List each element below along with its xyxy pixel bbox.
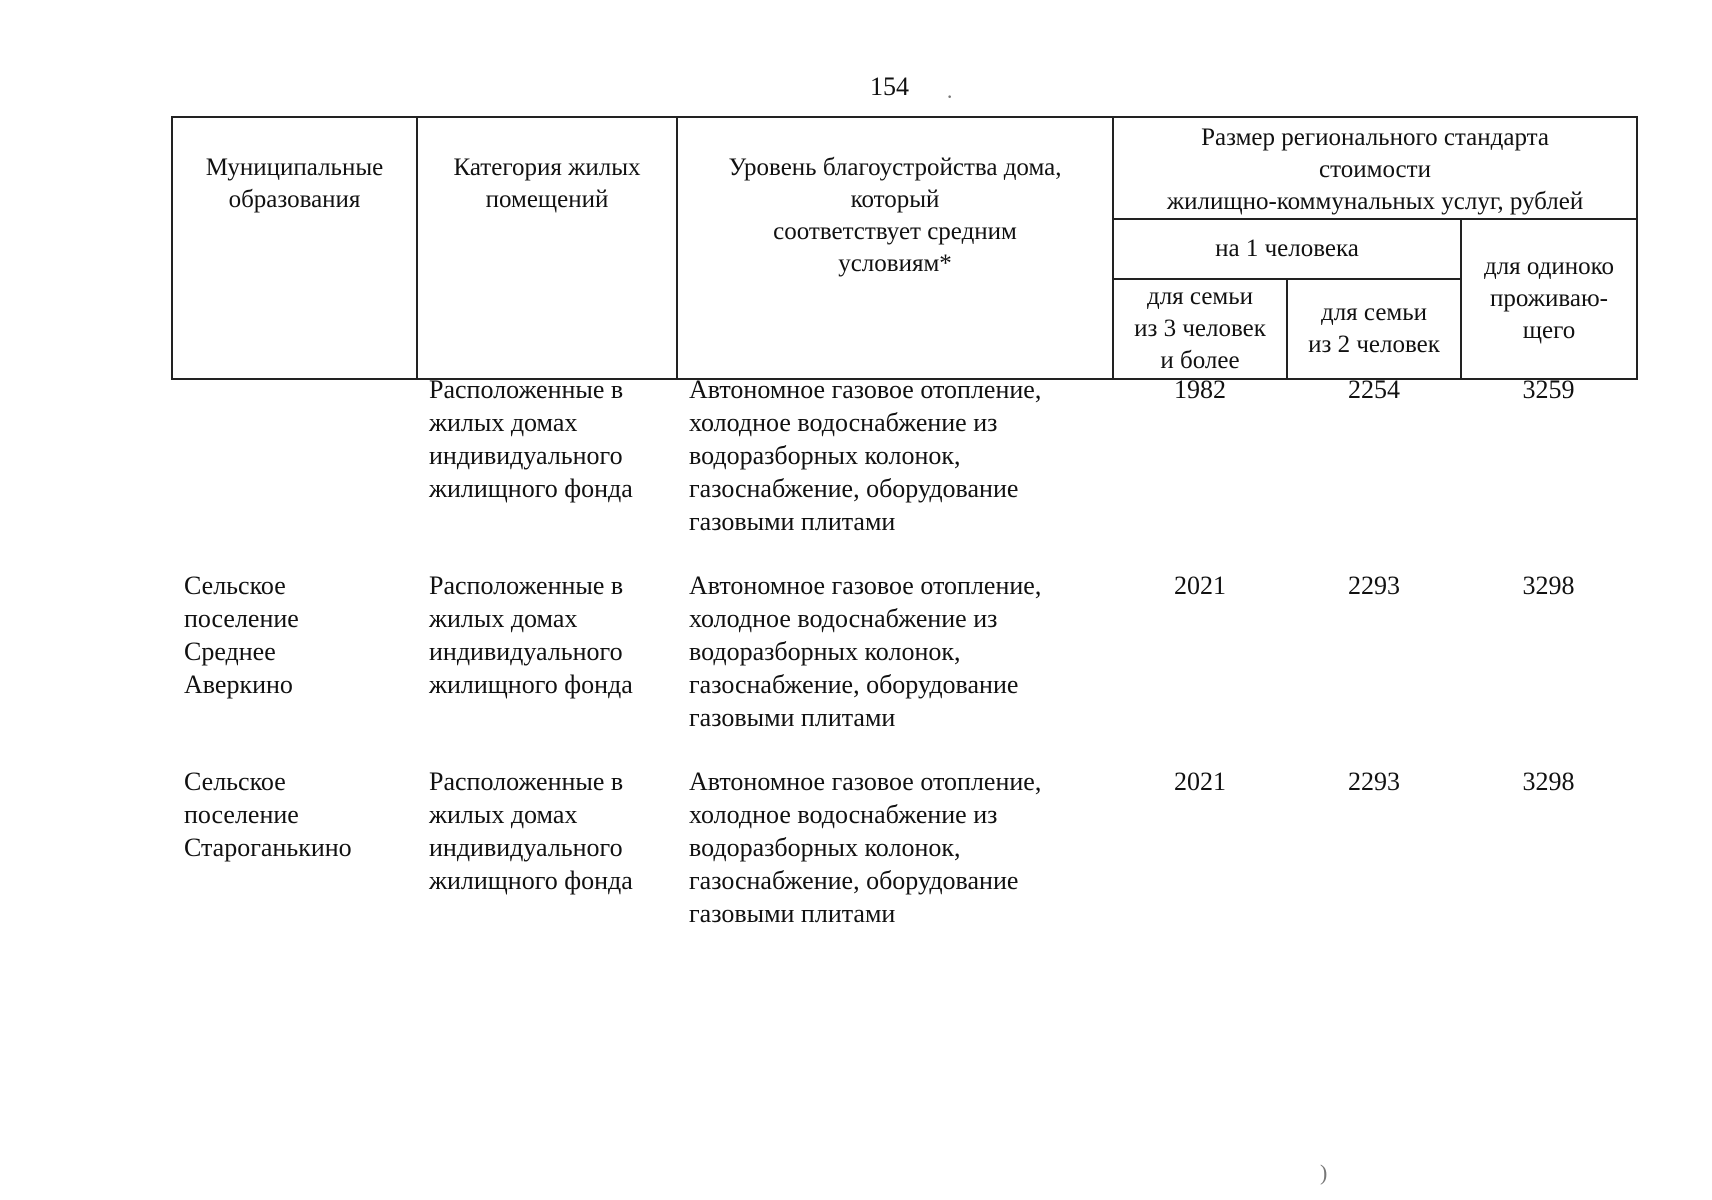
cell-single: 3259: [1522, 375, 1575, 404]
cell-category: Расположенные в жилых домах индивидуального жилищного фонда: [429, 767, 633, 895]
cell-single: 3298: [1522, 571, 1575, 600]
cell-family3: 2021: [1174, 767, 1226, 796]
cell-comfort: Автономное газовое отопление, холодное водоснабжение из водоразборных колонок, газоснабжение, оборудование газовыми плитами: [689, 767, 1042, 928]
header-standard-title: Размер регионального стандарта стоимости жилищно-коммунальных услуг, рублей: [1113, 117, 1637, 219]
header-single: для одиноко проживаю- щего: [1461, 219, 1637, 379]
cell-municipal: Сельское поселение Староганькино: [184, 767, 352, 862]
scan-mark: ): [1320, 1160, 1328, 1185]
cell-category: Расположенные в жилых домах индивидуального жилищного фонда: [429, 375, 633, 503]
cell-family2: 2293: [1348, 571, 1400, 600]
cell-comfort: Автономное газовое отопление, холодное водоснабжение из водоразборных колонок, газоснабжение, оборудование газовыми плитами: [689, 375, 1042, 536]
cell-family3: 2021: [1174, 571, 1226, 600]
cell-family2: 2254: [1348, 375, 1400, 404]
cell-category: Расположенные в жилых домах индивидуального жилищного фонда: [429, 571, 633, 699]
table-header: [171, 116, 1638, 380]
cell-family2: 2293: [1348, 767, 1400, 796]
header-per-person: на 1 человека: [1113, 219, 1461, 279]
cell-municipal: Сельское поселение Среднее Аверкино: [184, 571, 299, 699]
scan-speck: ·: [946, 84, 954, 109]
header-municipal: Муниципальные образования: [172, 117, 417, 379]
header-family3: для семьи из 3 человек и более: [1113, 279, 1287, 379]
header-comfort: Уровень благоустройства дома, который соответствует средним условиям*: [677, 117, 1113, 379]
cell-comfort: Автономное газовое отопление, холодное водоснабжение из водоразборных колонок, газоснабжение, оборудование газовыми плитами: [689, 571, 1042, 732]
cell-family3: 1982: [1174, 375, 1226, 404]
header-family2: для семьи из 2 человек: [1287, 279, 1461, 379]
page-number: 154: [870, 72, 909, 101]
header-category: Категория жилых помещений: [417, 117, 677, 379]
cell-single: 3298: [1522, 767, 1575, 796]
